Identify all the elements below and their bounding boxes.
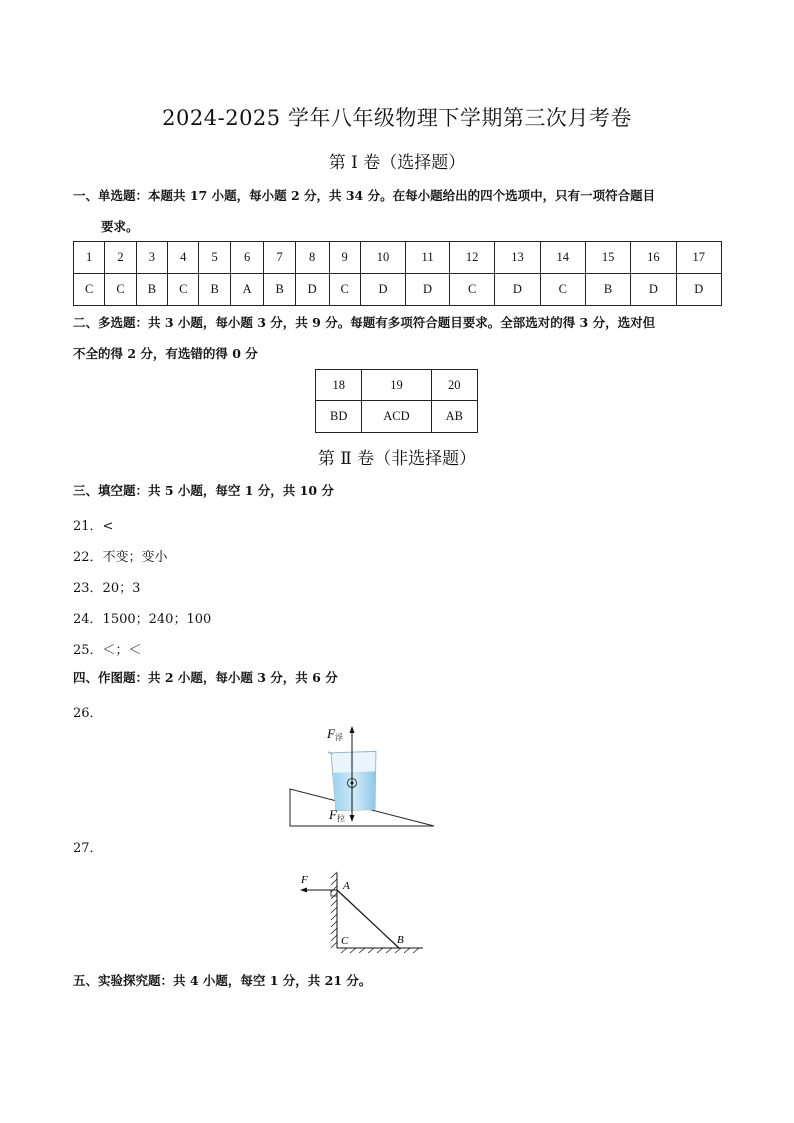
document-title: 2024-2025 学年八年级物理下学期第三次月考卷 (162, 106, 632, 130)
single-choice-answer-table (73, 241, 722, 306)
single-choice-number-cell: 17 (676, 242, 721, 274)
beaker (328, 750, 378, 811)
section2-line2: 不全的得 2 分，有选错的得 0 分 (73, 346, 258, 361)
part1-title: 第 Ⅰ 卷（选择题） (328, 153, 466, 173)
single-choice-number-cell: 5 (199, 242, 230, 274)
question-26-number: 26． (73, 706, 103, 721)
single-choice-number-cell: 6 (230, 242, 264, 274)
section2-heading (73, 307, 723, 369)
label-c: C (341, 935, 349, 947)
multi-choice-number-row (316, 370, 478, 401)
section1-line2: 要求。 (101, 219, 139, 234)
section3-heading: 三、填空题：共 5 小题，每空 1 分，共 10 分 (73, 483, 334, 498)
single-choice-answer-cell: C (74, 274, 105, 306)
answer-21: 21．< (73, 519, 114, 534)
single-choice-number-cell: 14 (540, 242, 585, 274)
single-choice-number-cell: 16 (631, 242, 676, 274)
answer-24: 24．1500；240；100 (73, 612, 212, 627)
single-choice-answer-cell: D (406, 274, 450, 306)
single-choice-answer-cell: D (676, 274, 721, 306)
multi-choice-answer-cell: ACD (362, 401, 431, 433)
water (333, 771, 377, 810)
single-choice-number-cell: 3 (136, 242, 167, 274)
arrowhead-up-icon (350, 726, 355, 733)
single-choice-answer-cell: B (136, 274, 167, 306)
single-choice-number-row (74, 242, 722, 274)
single-choice-number-cell: 7 (264, 242, 295, 274)
single-choice-answer-cell: D (495, 274, 540, 306)
multi-choice-number-cell: 19 (362, 370, 431, 401)
single-choice-answer-cell: B (199, 274, 230, 306)
single-choice-answer-cell: B (585, 274, 630, 306)
single-choice-answer-cell: D (631, 274, 676, 306)
single-choice-answer-cell: C (168, 274, 199, 306)
answer-23: 23．20；3 (73, 581, 141, 596)
single-choice-answer-cell: C (449, 274, 494, 306)
ground-hatching (341, 948, 419, 953)
multi-choice-answer-row (316, 401, 478, 433)
label-f-buoyancy: F浮 (327, 726, 343, 742)
part2-title: 第 Ⅱ 卷（非选择题） (317, 449, 477, 469)
single-choice-answer-cell: A (230, 274, 264, 306)
label-f: F (301, 874, 308, 886)
single-choice-number-cell: 10 (360, 242, 405, 274)
multi-choice-answer-cell: AB (431, 401, 477, 433)
section1-heading (73, 180, 723, 242)
figure-27-lever-diagram (295, 868, 430, 953)
wall-hatching (331, 872, 337, 948)
single-choice-number-cell: 12 (449, 242, 494, 274)
answer-22: 22．不变；变小 (73, 550, 168, 565)
multi-choice-number-cell: 20 (431, 370, 477, 401)
multi-choice-number-cell: 18 (316, 370, 362, 401)
single-choice-number-cell: 9 (329, 242, 360, 274)
single-choice-number-cell: 8 (295, 242, 329, 274)
section4-heading: 四、作图题：共 2 小题，每小题 3 分，共 6 分 (73, 670, 338, 685)
single-choice-number-cell: 4 (168, 242, 199, 274)
question-27-number: 27． (73, 841, 103, 856)
single-choice-answer-cell: D (360, 274, 405, 306)
multi-choice-answer-table (315, 369, 478, 433)
section1-line1: 一、单选题：本题共 17 小题，每小题 2 分，共 34 分。在每小题给出的四个选项中，只有一项符合题目 (73, 188, 656, 203)
single-choice-number-cell: 15 (585, 242, 630, 274)
center-dot (351, 782, 354, 785)
single-choice-answer-cell: C (105, 274, 136, 306)
section2-line1: 二、多选题：共 3 小题，每小题 3 分，共 9 分。每题有多项符合题目要求。全部选对的得 3 分，选对但 (73, 315, 656, 330)
single-choice-number-cell: 13 (495, 242, 540, 274)
single-choice-number-cell: 2 (105, 242, 136, 274)
answer-25: 25．＜；＜ (73, 643, 142, 658)
single-choice-answer-cell: C (329, 274, 360, 306)
multi-choice-answer-cell: BD (316, 401, 362, 433)
section5-heading: 五、实验探究题：共 4 小题，每空 1 分，共 21 分。 (73, 973, 372, 988)
label-a: A (343, 880, 350, 892)
single-choice-answer-row (74, 274, 722, 306)
arrowhead-left-icon (300, 888, 307, 893)
single-choice-answer-cell: D (295, 274, 329, 306)
single-choice-number-cell: 11 (406, 242, 450, 274)
single-choice-answer-cell: B (264, 274, 295, 306)
single-choice-answer-cell: C (540, 274, 585, 306)
figure-26-beaker-on-incline (285, 722, 440, 830)
single-choice-number-cell: 1 (74, 242, 105, 274)
label-f-tension: F拉 (329, 807, 345, 823)
label-b: B (397, 934, 404, 946)
